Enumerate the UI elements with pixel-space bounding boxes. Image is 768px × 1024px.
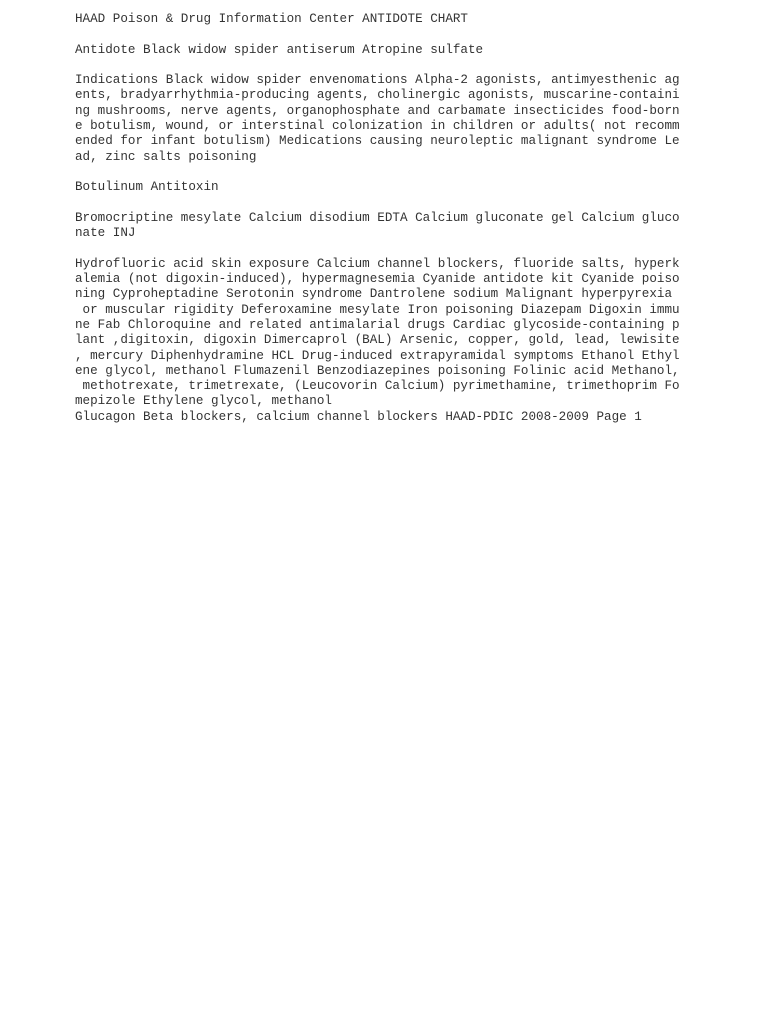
text-line: nate INJ (75, 226, 136, 241)
antidote-heading-line: Antidote Black widow spider antiserum Atropine sulfate (75, 42, 484, 57)
text-line: ning Cyproheptadine Serotonin syndrome Dantrolene sodium Malignant hyperpyrexia (75, 287, 673, 302)
blank-line (75, 165, 675, 180)
text-line: lant ,digitoxin, digoxin Dimercaprol (BAL) Arsenic, copper, gold, lead, lewisite (75, 333, 680, 348)
text-line: ene glycol, methanol Flumazenil Benzodiazepines poisoning Folinic acid Methanol, (75, 363, 680, 378)
text-line: ad, zinc salts poisoning (75, 149, 257, 164)
text-line: ended for infant botulism) Medications causing neuroleptic malignant syndrome Le (75, 134, 680, 149)
text-line: Botulinum Antitoxin (75, 180, 219, 195)
blank-line (75, 58, 675, 73)
text-line: or muscular rigidity Deferoxamine mesylate Iron poisoning Diazepam Digoxin immu (75, 302, 680, 317)
blank-line (75, 241, 675, 256)
text-line: , mercury Diphenhydramine HCL Drug-induced extrapyramidal symptoms Ethanol Ethyl (75, 348, 680, 363)
text-line: alemia (not digoxin-induced), hypermagnesemia Cyanide antidote kit Cyanide poiso (75, 272, 680, 287)
text-line: Hydrofluoric acid skin exposure Calcium channel blockers, fluoride salts, hyperk (75, 256, 680, 271)
text-line: e botulism, wound, or interstinal colonization in children or adults( not recomm (75, 119, 680, 134)
text-line: ne Fab Chloroquine and related antimalarial drugs Cardiac glycoside-containing p (75, 317, 680, 332)
text-line: methotrexate, trimetrexate, (Leucovorin Calcium) pyrimethamine, trimethoprim Fo (75, 379, 680, 394)
blank-line (75, 27, 675, 42)
text-line: mepizole Ethylene glycol, methanol (75, 394, 332, 409)
document-title: HAAD Poison & Drug Information Center ANTIDOTE CHART (75, 12, 468, 26)
text-line: ents, bradyarrhythmia-producing agents, cholinergic agonists, muscarine-containi (75, 88, 680, 103)
text-line: ng mushrooms, nerve agents, organophosphate and carbamate insecticides food-born (75, 103, 680, 118)
document-page (75, 12, 680, 425)
blank-line (75, 196, 675, 211)
text-line: Bromocriptine mesylate Calcium disodium EDTA Calcium gluconate gel Calcium gluco (75, 210, 680, 225)
page-footer-line: Glucagon Beta blockers, calcium channel blockers HAAD-PDIC 2008-2009 Page 1 (75, 409, 642, 424)
text-line: Indications Black widow spider envenomations Alpha-2 agonists, antimyesthenic ag (75, 73, 680, 88)
